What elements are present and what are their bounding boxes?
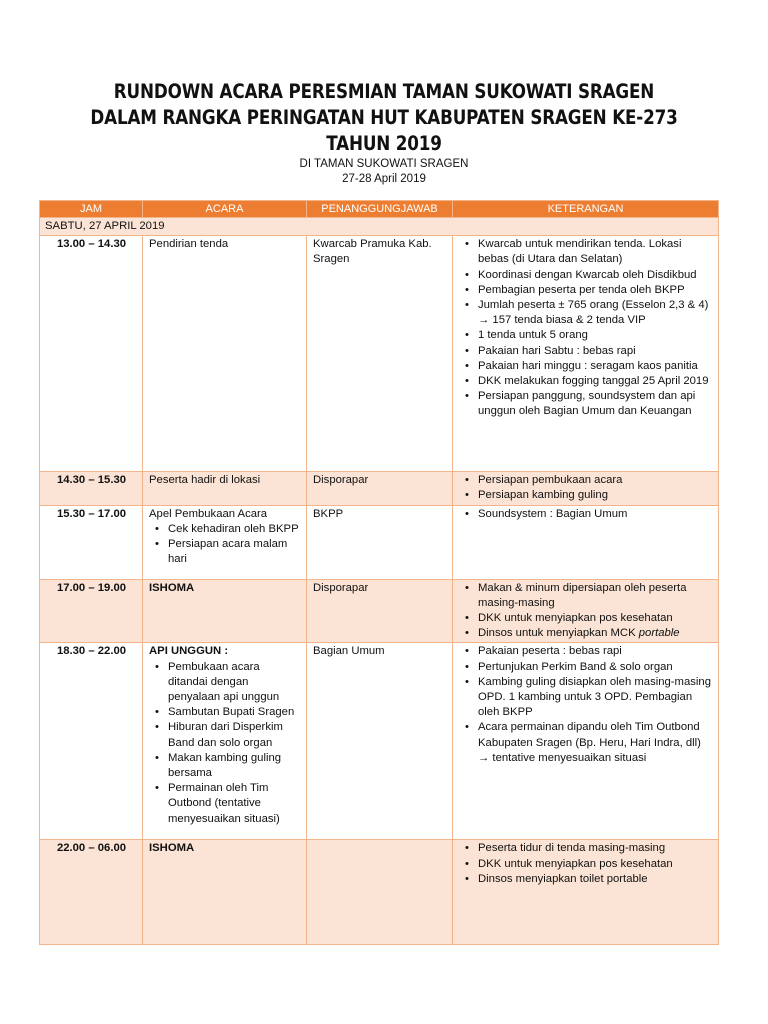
list-item	[478, 626, 713, 641]
list-item: • Hiburan dari Disperkim Band dan solo organ	[168, 720, 301, 750]
ket-cell	[453, 505, 719, 579]
rundown-table	[39, 200, 719, 945]
table-row	[40, 472, 719, 505]
list-item: • Pakaian hari minggu : seragam kaos panitia	[478, 359, 713, 374]
pj-cell: BKPP	[307, 505, 453, 579]
list-item-italic: portable	[638, 627, 680, 640]
list-item: • DKK untuk menyiapkan pos kesehatan	[478, 857, 713, 872]
acara-cell: Pendirian tenda	[143, 236, 307, 472]
list-item: • DKK untuk menyiapkan pos kesehatan	[478, 611, 713, 626]
list-item: • Pembukaan acara ditandai dengan penyalaan api unggun	[168, 660, 301, 706]
table-row	[40, 643, 719, 840]
list-item: • Kwarcab untuk mendirikan tenda. Lokasi bebas (di Utara dan Selatan)	[478, 237, 713, 267]
acara-cell: ISHOMA	[143, 579, 307, 643]
list-item: • Persiapan panggung, soundsystem dan api unggun oleh Bagian Umum dan Keuangan	[478, 389, 713, 419]
acara-heading: Apel Pembukaan Acara	[149, 507, 268, 520]
pj-cell: Bagian Umum	[307, 643, 453, 840]
list-item: • Sambutan Bupati Sragen	[168, 705, 301, 720]
list-item: • Peserta tidur di tenda masing-masing	[478, 841, 713, 856]
list-item: • 1 tenda untuk 5 orang	[478, 328, 713, 343]
pj-cell	[307, 840, 453, 945]
ket-list	[459, 581, 713, 642]
doc-location: DI TAMAN SUKOWATI SRAGEN	[299, 158, 469, 170]
ket-cell	[453, 643, 719, 840]
ket-list	[459, 841, 713, 887]
list-item: • Permainan oleh Tim Outbond (tentative menyesuaikan situasi)	[168, 781, 301, 827]
list-item-text: Dinsos untuk menyiapkan MCK	[478, 627, 636, 640]
doc-title-line-1: RUNDOWN ACARA PERESMIAN TAMAN SUKOWATI SRAGEN	[113, 80, 655, 103]
time-cell: 22.00 – 06.00	[40, 840, 143, 945]
ket-list	[459, 644, 713, 766]
acara-heading: API UNGGUN :	[149, 645, 229, 658]
day-row	[40, 218, 719, 236]
ket-cell	[453, 236, 719, 472]
header-penanggungjawab: PENANGGUNGJAWAB	[307, 201, 453, 218]
header-keterangan: KETERANGAN	[453, 201, 719, 218]
time-cell: 13.00 – 14.30	[40, 236, 143, 472]
ket-list	[459, 473, 713, 503]
table-row	[40, 236, 719, 472]
acara-cell	[143, 643, 307, 840]
pj-cell: Disporapar	[307, 472, 453, 505]
ket-list	[459, 237, 713, 419]
list-item: • Soundsystem : Bagian Umum	[478, 507, 713, 522]
ket-cell	[453, 579, 719, 643]
time-cell: 17.00 – 19.00	[40, 579, 143, 643]
ket-list	[459, 507, 713, 522]
pj-cell: Disporapar	[307, 579, 453, 643]
table-row	[40, 579, 719, 643]
list-item: • Persiapan acara malam hari	[168, 537, 301, 567]
list-item: • Dinsos menyiapkan toilet portable	[478, 872, 713, 887]
table-row	[40, 840, 719, 945]
acara-cell	[143, 505, 307, 579]
header-jam: JAM	[40, 201, 143, 218]
doc-dates: 27-28 April 2019	[342, 173, 426, 185]
list-item: • Pakaian peserta : bebas rapi	[478, 644, 713, 659]
doc-title-line-3: TAHUN 2019	[326, 132, 442, 155]
ket-cell	[453, 840, 719, 945]
header-acara: ACARA	[143, 201, 307, 218]
table-header-row	[40, 201, 719, 218]
list-item: • Persiapan pembukaan acara	[478, 473, 713, 488]
day-label: SABTU, 27 APRIL 2019	[40, 218, 719, 236]
acara-cell: Peserta hadir di lokasi	[143, 472, 307, 505]
list-item: • Makan & minum dipersiapan oleh peserta masing-masing	[478, 581, 713, 611]
list-item: • Cek kehadiran oleh BKPP	[168, 522, 301, 537]
acara-list	[149, 660, 301, 827]
table-row	[40, 505, 719, 579]
list-item: • Koordinasi dengan Kwarcab oleh Disdikbud	[478, 268, 713, 283]
list-item: • Persiapan kambing guling	[478, 488, 713, 503]
acara-cell: ISHOMA	[143, 840, 307, 945]
doc-title-line-2: DALAM RANGKA PERINGATAN HUT KABUPATEN SRAGEN KE-273	[90, 106, 678, 129]
pj-cell: Kwarcab Pramuka Kab. Sragen	[307, 236, 453, 472]
time-cell: 15.30 – 17.00	[40, 505, 143, 579]
time-cell: 14.30 – 15.30	[40, 472, 143, 505]
list-item: • Pertunjukan Perkim Band & solo organ	[478, 660, 713, 675]
list-item: • Makan kambing guling bersama	[168, 751, 301, 781]
list-item: • Jumlah peserta ± 765 orang (Esselon 2,3 & 4) → 157 tenda biasa & 2 tenda VIP	[478, 298, 713, 328]
list-item: • Pakaian hari Sabtu : bebas rapi	[478, 344, 713, 359]
list-item: • Acara permainan dipandu oleh Tim Outbond Kabupaten Sragen (Bp. Heru, Hari Indra, dll) → tentative menyesuaikan situasi	[478, 720, 713, 766]
time-cell: 18.30 – 22.00	[40, 643, 143, 840]
ket-cell	[453, 472, 719, 505]
list-item: • DKK melakukan fogging tanggal 25 April 2019	[478, 374, 713, 389]
acara-list	[149, 522, 301, 568]
list-item: • Pembagian peserta per tenda oleh BKPP	[478, 283, 713, 298]
list-item: • Kambing guling disiapkan oleh masing-masing OPD. 1 kambing untuk 3 OPD. Pembagian oleh BKPP	[478, 675, 713, 721]
